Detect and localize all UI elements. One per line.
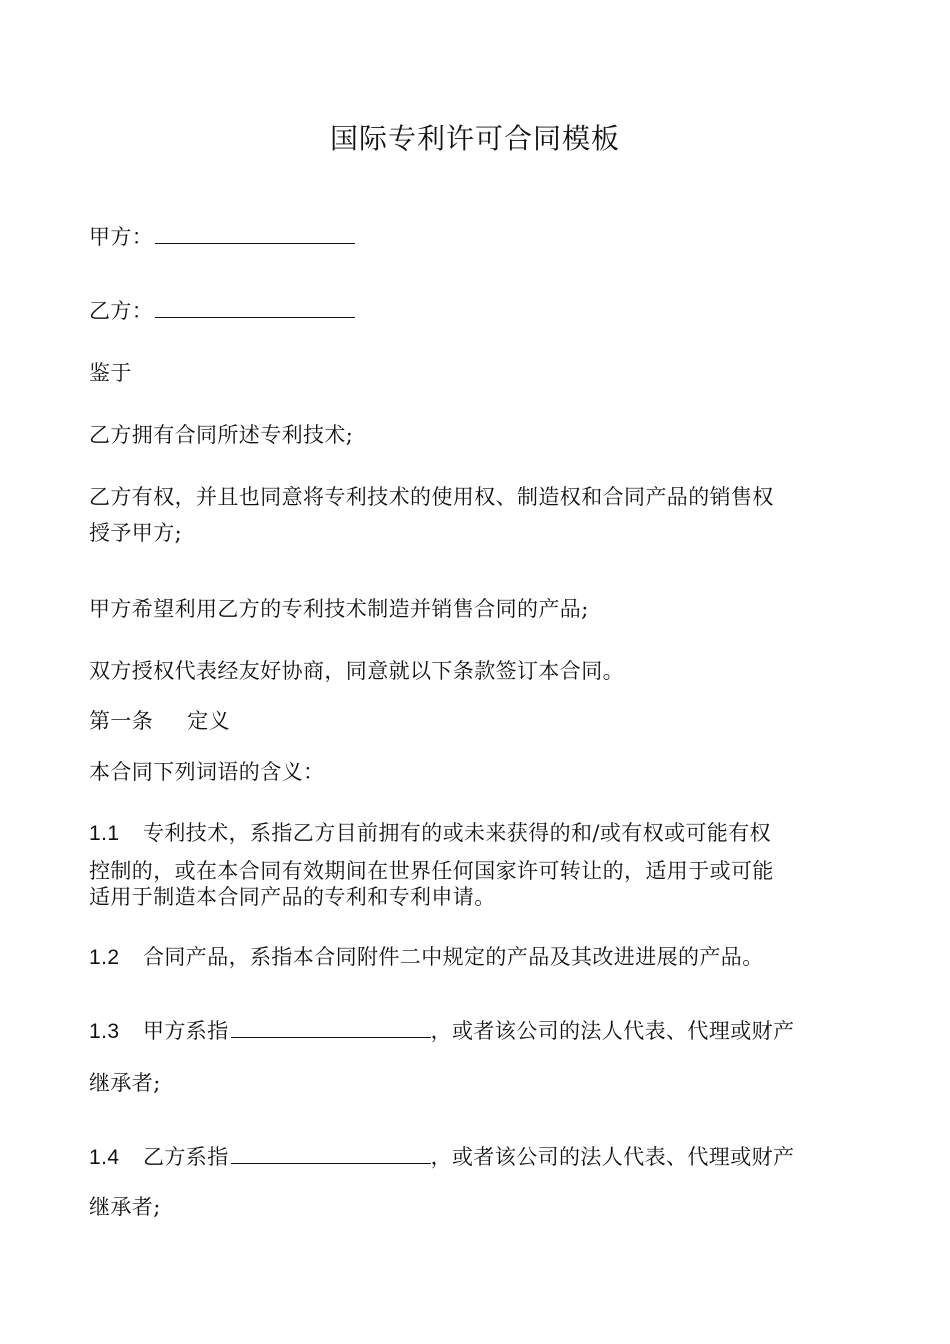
party-b-line — [89, 296, 355, 326]
party-b-label: 乙方： — [89, 299, 154, 323]
clause-1-1-line-2: 控制的，或在本合同有效期间在世界任何国家许可转让的，适用于或可能 — [89, 859, 774, 883]
party-a-line — [89, 222, 355, 252]
whereas-heading: 鉴于 — [89, 361, 132, 385]
party-a-blank[interactable] — [155, 223, 355, 244]
recital-4: 双方授权代表经友好协商，同意就以下条款签订本合同。 — [89, 659, 624, 683]
clause-1-2 — [89, 942, 764, 973]
recital-3: 甲方希望利用乙方的专利技术制造并销售合同的产品; — [89, 597, 589, 621]
document-title: 国际专利许可合同模板 — [329, 122, 620, 155]
clause-1-1-line-3: 适用于制造本合同产品的专利和专利申请。 — [89, 885, 496, 909]
clause-1-2-text: 合同产品，系指本合同附件二中规定的产品及其改进进展的产品。 — [143, 945, 764, 969]
article-1-heading — [89, 706, 230, 736]
recital-1: 乙方拥有合同所述专利技术; — [89, 423, 354, 447]
clause-1-1-text: 专利技术，系指乙方目前拥有的或未来获得的和/或有权或可能有权 — [143, 821, 772, 845]
clause-1-4-blank[interactable] — [231, 1143, 431, 1164]
clause-1-1-number: 1.1 — [89, 822, 120, 845]
definitions-intro: 本合同下列词语的含义： — [89, 760, 325, 784]
clause-1-4-number: 1.4 — [89, 1146, 120, 1169]
party-b-blank[interactable] — [155, 297, 355, 318]
clause-1-4-line-1 — [89, 1142, 794, 1173]
clause-1-4-suffix: ，或者该公司的法人代表、代理或财产 — [430, 1145, 795, 1169]
clause-1-2-number: 1.2 — [89, 946, 120, 969]
recital-2-line-1: 乙方有权，并且也同意将专利技术的使用权、制造权和合同产品的销售权 — [89, 485, 774, 509]
clause-1-4-line-2: 继承者; — [89, 1195, 161, 1219]
party-a-label: 甲方： — [89, 225, 154, 249]
clause-1-4-prefix: 乙方系指 — [143, 1145, 229, 1169]
clause-1-3-number: 1.3 — [89, 1020, 120, 1043]
clause-1-3-suffix: ，或者该公司的法人代表、代理或财产 — [430, 1019, 795, 1043]
article-1-title: 定义 — [187, 709, 231, 733]
article-1-number: 第一条 — [89, 709, 154, 733]
clause-1-3-line-2: 继承者; — [89, 1071, 161, 1095]
clause-1-3-prefix: 甲方系指 — [143, 1019, 229, 1043]
clause-1-3-blank[interactable] — [231, 1017, 431, 1038]
recital-2-line-2: 授予甲方; — [89, 521, 183, 545]
clause-1-3-line-1 — [89, 1016, 794, 1047]
clause-1-1-line-1 — [89, 818, 771, 849]
